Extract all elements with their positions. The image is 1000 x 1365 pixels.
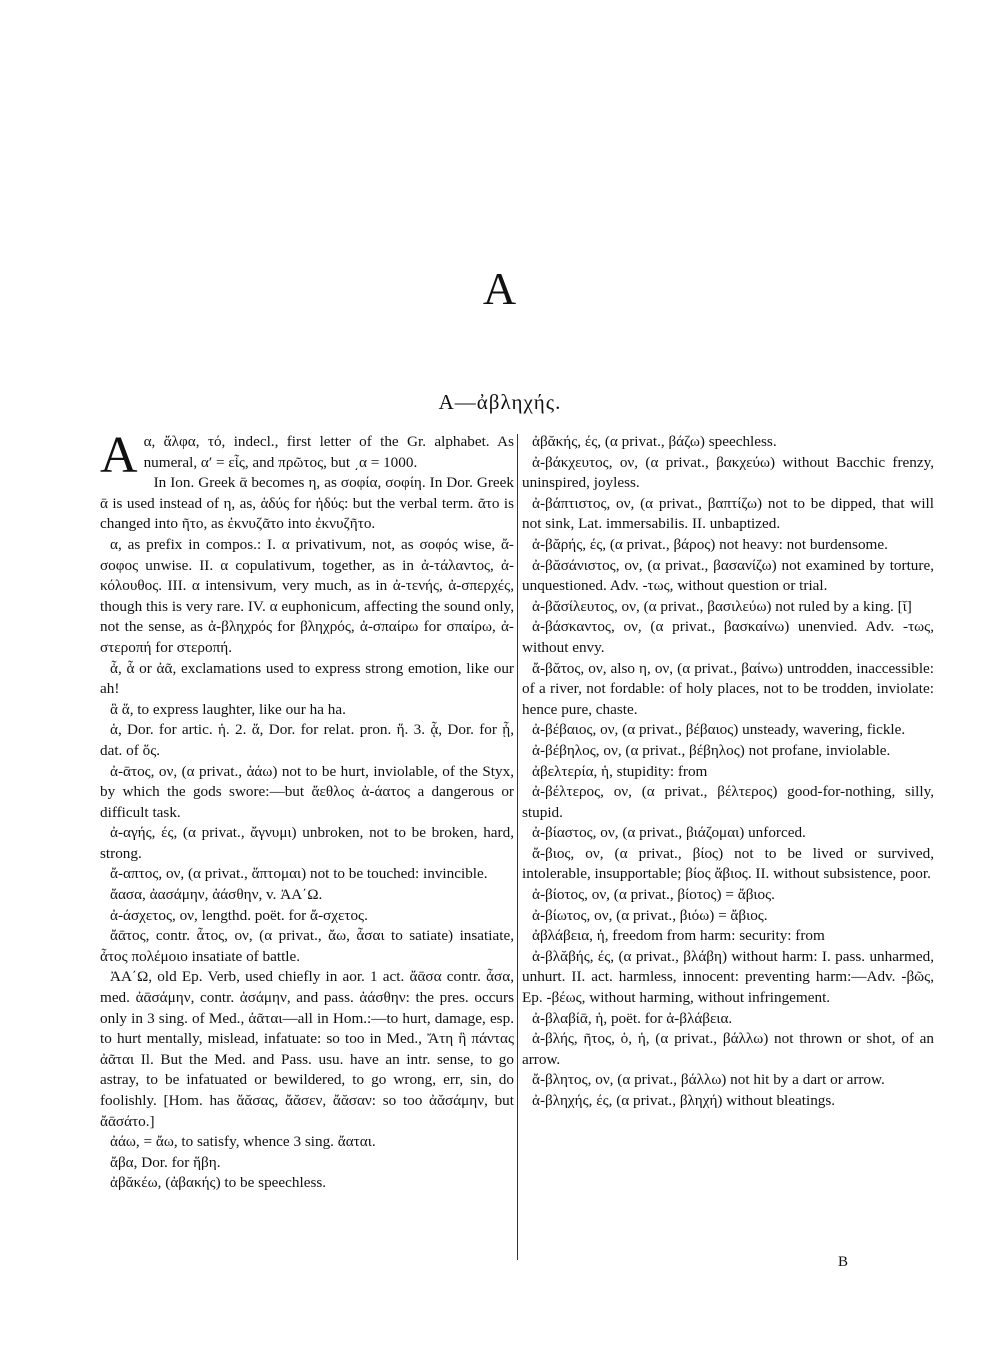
dictionary-entry: ἀβελτερία, ἡ, stupidity: from xyxy=(532,762,708,780)
dictionary-entry: ἀ-βίοτος, ον, (α privat., βίοτος) = ἄβιος. xyxy=(532,886,775,904)
dictionary-entry: ἀ-βάπτιστος, ον, (α privat., βαπτίζω) not to be dipped, that will not sink, Lat. immersabilis. II. unbaptized. xyxy=(522,494,934,533)
dictionary-entry: ἀ-βλαβίᾱ, ἡ, poët. for ἀ-βλάβεια. xyxy=(532,1009,733,1027)
column-divider xyxy=(517,434,518,1260)
dictionary-entry: ἈΑ΄Ω, old Ep. Verb, used chiefly in aor. 1 act. ἄᾱσα contr. ἆσα, med. ἀᾱσάμην, contr. ἀσάμην, and pass. ἀάσθην: the pres. occurs only in 3 sing. of Med., ἀᾶται—all in Hom.:—to hurt, damage, esp. to hurt mentally, mislead, infatuate: so too in Med., Ἄτη ἣ πάντας ἀᾶται Il. But the Med. and Pass. usu. have an intr. sense, to go astray, to be infatuated or bewildered, to go wrong, err, sin, do foolishly. [Hom. has ἄᾰσας, ἄᾰσεν, ἄᾰσαν: so too ἀᾰσάμην, but ἄᾱσάτο.] xyxy=(100,968,514,1130)
dictionary-entry: ἀβᾰκής, ές, (α privat., βάζω) speechless. xyxy=(532,433,777,450)
dictionary-entry: ἁ, Dor. for artic. ἡ. 2. ἅ, Dor. for relat. pron. ἥ. 3. ᾇ, Dor. for ᾗ, dat. of ὅς. xyxy=(100,721,514,759)
signature-mark: B xyxy=(838,1254,849,1270)
dictionary-entry: ἄ-βλητος, ον, (α privat., βάλλω) not hit by a dart or arrow. xyxy=(532,1071,885,1089)
dictionary-entry: ἀ-βᾰρής, ές, (α privat., βάρος) not heavy: not burdensome. xyxy=(532,535,888,553)
drop-cap: A xyxy=(100,427,138,484)
dictionary-entry: α, as prefix in compos.: I. α privativum, not, as σοφός wise, ἄ-σοφος unwise. II. α copulativum, together, as in ἀ-τάλαντος, ἀ-κόλουθος. III. α intensivum, very much, as in ἀ-τενής, ἀ-σπερχές, though this is very rare. IV. α euphonicum, affecting the sound only, not the sense, as ἀ-βληχρός for βληχρός, ἀ-σπαίρω for σπαίρω, ἀ-στεροπή for στεροπή. xyxy=(100,535,514,656)
right-column xyxy=(522,432,934,1112)
dictionary-entry: ἀ-βέβαιος, ον, (α privat., βέβαιος) unsteady, wavering, fickle. xyxy=(532,721,906,739)
dictionary-entry: ἀ-αγής, ές, (α privat., ἄγνυμι) unbroken, not to be broken, hard, strong. xyxy=(100,824,514,862)
dictionary-entry: ἄᾱτος, contr. ἆτος, ον, (α privat., ἄω, ἆσαι to satiate) insatiate, ἆτος πολέμοιο insatiate of battle. xyxy=(100,927,514,965)
left-column xyxy=(100,427,514,1194)
dictionary-entry: ἀ-βάκχευτος, ον, (α privat., βακχεύω) without Bacchic frenzy, uninspired, joyless. xyxy=(522,453,934,492)
dictionary-entry: ἄ-απτος, ον, (α privat., ἅπτομαι) not to be touched: invincible. xyxy=(110,865,488,883)
running-head: A—ἀβληχής. xyxy=(438,390,562,414)
dictionary-entry: ἄασα, ἀασάμην, ἀάσθην, v. ἈΑ΄Ω. xyxy=(110,886,323,904)
dictionary-entry: ἀβλάβεια, ἡ, freedom from harm: security: from xyxy=(532,927,825,945)
dictionary-entry: ἄ-βᾰτος, ον, also η, ον, (α privat., βαίνω) untrodden, inaccessible: of a river, not fordable: of holy places, not to be trodden, inviolate: hence pure, chaste. xyxy=(522,659,934,718)
dictionary-entry: ἀ-βλής, ῆτος, ὁ, ἡ, (α privat., βάλλω) not thrown or shot, of an arrow. xyxy=(522,1030,934,1068)
dictionary-entry: ἀ-βᾰσάνιστος, ον, (α privat., βασανίζω) not examined by torture, unquestioned. Adv. -τως, without question or trial. xyxy=(522,556,934,595)
dictionary-entry: ἀ-βᾰσίλευτος, ον, (α privat., βασιλεύω) not ruled by a king. [ῐ] xyxy=(532,597,912,615)
dictionary-entry: ἀβᾰκέω, (ἀβακής) to be speechless. xyxy=(110,1174,327,1192)
dictionary-entry: ἀ-βέβηλος, ον, (α privat., βέβηλος) not profane, inviolable. xyxy=(532,741,891,759)
section-letter: A xyxy=(482,263,518,314)
dictionary-entry: ἀ-βίαστος, ον, (α privat., βιάζομαι) unforced. xyxy=(532,824,806,842)
dictionary-entry: ἀάω, = ἄω, to satisfy, whence 3 sing. ἄαται. xyxy=(110,1133,376,1151)
dictionary-entry: In Ion. Greek ᾱ becomes η, as σοφία, σοφίη. In Dor. Greek ᾱ is used instead of η, as, ἁδύς for ἡδύς: but the verbal term. ᾶτο is changed into ῆτο, as ἐκνυζᾶτο into ἐκνυζῆτο. xyxy=(100,474,514,533)
dictionary-entry: ἀ-βάσκαντος, ον, (α privat., βασκαίνω) unenvied. Adv. -τως, without envy. xyxy=(522,618,934,656)
entry-text: α, ἄλφα, τό, indecl., first letter of the Gr. alphabet. As numeral, α′ = εἷς, and πρῶτος, but ͵α = 1000. xyxy=(143,433,514,471)
dictionary-entry: ἄβα, Dor. for ἥβη. xyxy=(110,1153,221,1171)
dictionary-entry: ἄ-βιος, ον, (α privat., βίος) not to be lived or survived, intolerable, insupportable; βίος ἄβιος. II. without subsistence, poor. xyxy=(522,844,934,883)
dictionary-entry: ἀ-άσχετος, ον, lengthd. poët. for ἄ-σχετος. xyxy=(110,906,368,924)
dictionary-entry: ἀ-βληχής, ές, (α privat., βληχή) without bleatings. xyxy=(532,1092,836,1109)
dictionary-entry: ἀ-ᾱτος, ον, (α privat., ἀάω) not to be hurt, inviolable, of the Styx, by which the gods swore:—but ἄεθλος ἀ-άατος a dangerous or difficult task. xyxy=(100,762,514,821)
dictionary-entry: ἀ-βλᾰβής, ές, (α privat., βλάβη) without harm: I. pass. unharmed, unhurt. II. act. harmless, innocent: preventing harm:—Adv. -βῶς, Ep. -βέως, without harming, without infringement. xyxy=(522,947,934,1007)
dictionary-entry xyxy=(100,427,514,484)
dictionary-entry: ἃ ἅ, to express laughter, like our ha ha. xyxy=(110,700,346,718)
dictionary-entry: ἀ-βέλτερος, ον, (α privat., βέλτερος) good-for-nothing, silly, stupid. xyxy=(522,783,934,821)
dictionary-entry: ἀ-βίωτος, ον, (α privat., βιόω) = ἄβιος. xyxy=(532,906,768,924)
dictionary-entry: ἆ, ἇ or ἀᾶ, exclamations used to express strong emotion, like our ah! xyxy=(100,659,514,698)
